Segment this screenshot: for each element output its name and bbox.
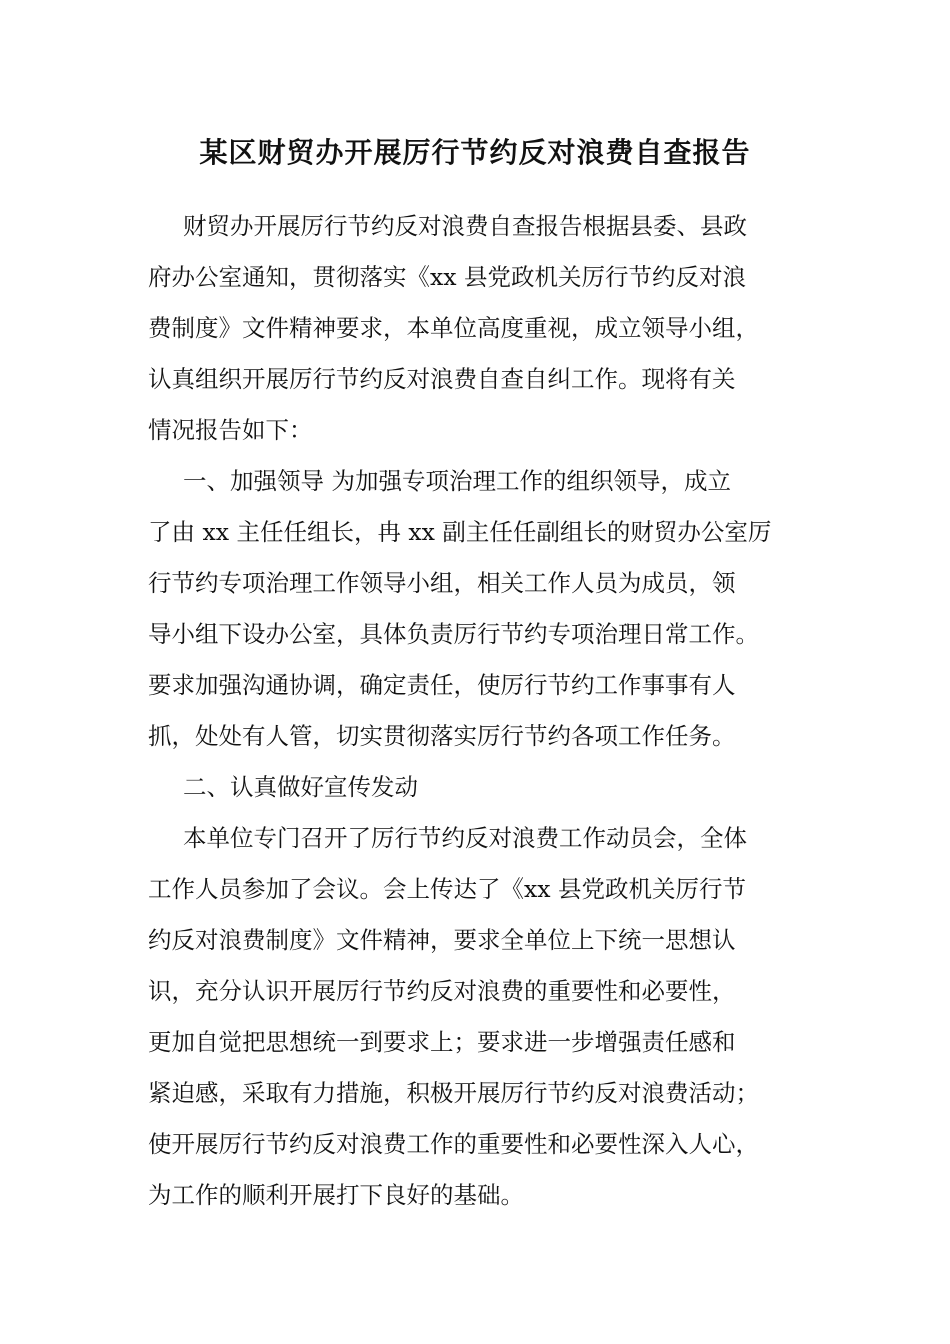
body-line: 了由 xx 主任任组长，冉 xx 副主任任副组长的财贸办公室厉 xyxy=(148,518,772,546)
body-line: 抓，处处有人管，切实贯彻落实厉行节约各项工作任务。 xyxy=(148,722,736,750)
body-line: 费制度》文件精神要求，本单位高度重视，成立领导小组， xyxy=(148,314,759,342)
body-line: 识，充分认识开展厉行节约反对浪费的重要性和必要性， xyxy=(148,977,736,1005)
body-line: 财贸办开展厉行节约反对浪费自查报告根据县委、县政 xyxy=(183,212,747,240)
body-line: 情况报告如下： xyxy=(148,416,313,444)
body-line: 使开展厉行节约反对浪费工作的重要性和必要性深入人心， xyxy=(148,1130,759,1158)
body-line: 认真组织开展厉行节约反对浪费自查自纠工作。现将有关 xyxy=(148,365,736,393)
section-heading-line: 一、加强领导 为加强专项治理工作的组织领导，成立 xyxy=(183,467,731,495)
body-line: 工作人员参加了会议。会上传达了《xx 县党政机关厉行节 xyxy=(148,875,746,903)
body-line: 为工作的顺利开展打下良好的基础。 xyxy=(148,1181,524,1209)
body-line: 更加自觉把思想统一到要求上；要求进一步增强责任感和 xyxy=(148,1028,736,1056)
body-line: 本单位专门召开了厉行节约反对浪费工作动员会，全体 xyxy=(183,824,747,852)
section-heading: 二、认真做好宣传发动 xyxy=(183,773,418,801)
document-title: 某区财贸办开展厉行节约反对浪费自查报告 xyxy=(199,136,751,169)
body-line: 要求加强沟通协调，确定责任，使厉行节约工作事事有人 xyxy=(148,671,736,699)
body-line: 导小组下设办公室，具体负责厉行节约专项治理日常工作。 xyxy=(148,620,759,648)
body-line: 约反对浪费制度》文件精神，要求全单位上下统一思想认 xyxy=(148,926,736,954)
body-line: 紧迫感，采取有力措施，积极开展厉行节约反对浪费活动； xyxy=(148,1079,759,1107)
body-line: 府办公室通知，贯彻落实《xx 县党政机关厉行节约反对浪 xyxy=(148,263,746,291)
body-line: 行节约专项治理工作领导小组，相关工作人员为成员，领 xyxy=(148,569,736,597)
